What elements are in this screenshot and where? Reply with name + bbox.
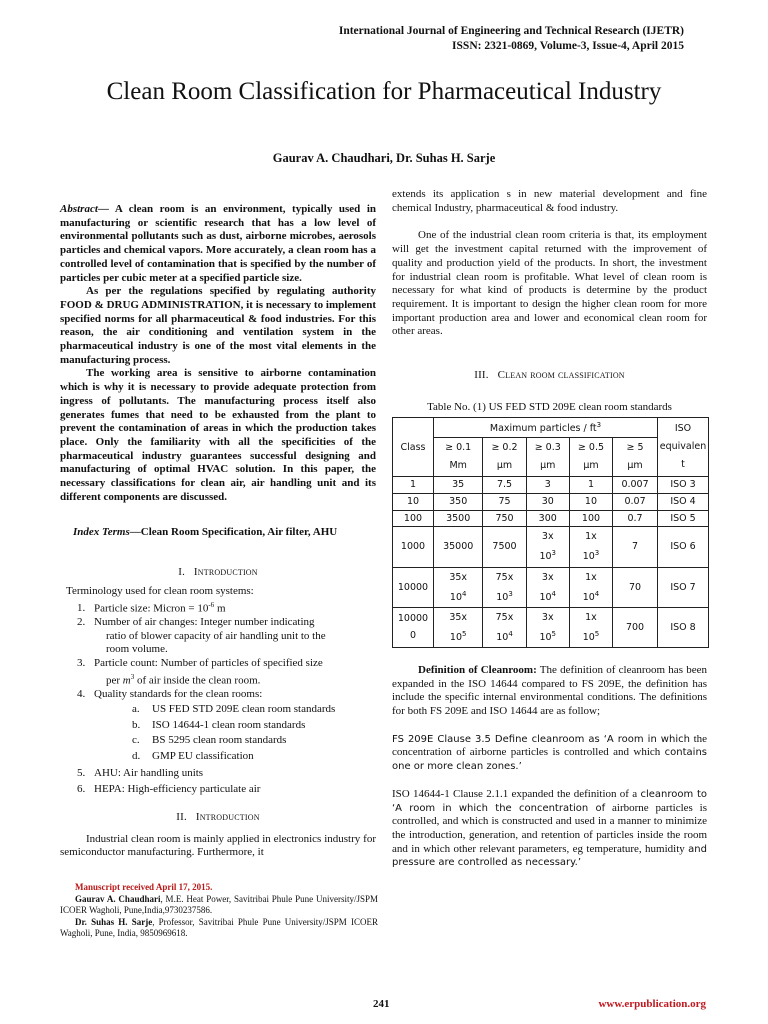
size-cell: ≥ 0.3 μm — [526, 438, 569, 477]
abstract-p2: As per the regulations specified by regulating authority FOOD & DRUG ADMINISTRATION, it is necessary to implement specified norms for all pharmaceutical & food industries. For this reason, the air conditioning and ventilation system in the pharmaceutical industry is one of the most vital elements in the manufacturing process. — [60, 285, 376, 366]
size-cell: ≥ 0.2 μm — [483, 438, 526, 477]
iso14644-definition: ISO 14644-1 Clause 2.1.1 expanded the definition of a cleanroom to ‘A room in which the concentration of airborne particles is controlled, and which is constructed and used in a manner to minimize the introduction, generation, and retention of particles inside the room and in which other relevant parameters, eg temperature, humidity and pressure are controlled as necessary.’ — [392, 787, 708, 869]
size-cell: ≥ 0.1 Mm — [434, 438, 483, 477]
table-row: 10000 0 35x $10^5$ 75x $10^4$ 3x $10^5$ 1x $10^5$ 700 ISO 8 — [393, 607, 709, 647]
sub-item: c. BS 5295 clean room standards — [132, 734, 287, 747]
right-p1: extends its application s in new material development and fine chemical Industry, pharmaceutical & food industry. — [392, 188, 707, 214]
definition-paragraph: Definition of Cleanroom: The definition of cleanroom has been expanded in the ISO 14644 compared to FS 209E, the definition has include the specific internal environmental conditions. The definitions for both FS 209E and ISO 14644 are as follow; — [392, 663, 707, 717]
fs209e-definition: FS 209E Clause 3.5 Define cleanroom as ‘A room in which the concentration of airborne particles is controlled and which contains one or more clean zones.’ — [392, 732, 708, 773]
left-column — [60, 203, 376, 860]
paper-title: Clean Room Classification for Pharmaceutical Industry — [106, 78, 662, 105]
footnote-author-1: Gaurav A. Chaudhari, M.E. Heat Power, Savitribai Phule Pune University/JSPM ICOER Wagholi, Pune,India,9730237586. — [60, 893, 378, 915]
clean-room-table — [392, 417, 709, 647]
table-row: 1 35 7.5 3 1 0.007 ISO 3 — [393, 477, 709, 494]
journal-name: International Journal of Engineering and Technical Research (IJETR) — [338, 25, 684, 37]
journal-issn: ISSN: 2321-0869, Volume-3, Issue-4, April 2015 — [452, 40, 684, 52]
journal-website[interactable]: www.erpublication.org — [598, 998, 706, 1010]
list-item: 5. AHU: Air handling units — [77, 766, 204, 779]
section-2-text: Industrial clean room is mainly applied in electronics industry for semiconductor manufacturing. Furthermore, it — [60, 832, 376, 859]
section-2-heading: II. Introduction — [176, 811, 260, 824]
table-row: 10000 35x $10^4$ 75x $10^3$ 3x $10^4$ 1x $10^4$ 70 ISO 7 — [393, 567, 709, 607]
sub-item: d. GMP EU classification — [132, 749, 254, 762]
right-p2: One of the industrial clean room criteria is that, its employment will get the investment capital returned with the improvement of quality and production yield of the products. In short, the investment for industrial clean room is profitable. What level of clean room is necessary for what kind of products is determine by the product requirement. It is important to design the higher clean room for more important production area and lower and economical clean room for other areas. — [392, 229, 707, 338]
table-row: 1000 35000 7500 3x $10^3$ 1x $10^3$ 7 ISO 6 — [393, 527, 709, 567]
header-class: Class — [393, 418, 434, 477]
footnote — [60, 882, 378, 940]
journal-header — [339, 24, 684, 54]
sub-item: b. ISO 14644-1 clean room standards — [132, 718, 306, 731]
right-column — [392, 188, 707, 870]
sub-item: a. US FED STD 209E clean room standards — [132, 702, 336, 715]
abstract-label: Abstract — [60, 203, 98, 215]
abstract-p1: Abstract— A clean room is an environment, typically used in manufacturing or scientific research that has a low level of environmental pollutants such as dust, airborne microbes, aerosols particles and chemical vapors. More accurately, a clean room has a controlled level of contamination that is specified by the number of particles per cubic meter at a specified particle size. — [60, 203, 376, 284]
manuscript-received: Manuscript received April 17, 2015. — [75, 882, 213, 892]
terminology-list — [60, 585, 376, 797]
section-1-heading: I. Introduction — [178, 566, 258, 579]
header-max-particles: Maximum particles / $ft^3$ — [434, 418, 658, 438]
size-cell: ≥ 0.5 μm — [569, 438, 612, 477]
list-item: 1. Particle size: Micron = $10^{-6}$ m — [77, 600, 226, 615]
table-row — [393, 418, 709, 438]
terminology-lead: Terminology used for clean room systems: — [66, 584, 254, 597]
list-item-cont: per $m^3$ of air inside the clean room. — [106, 672, 261, 687]
list-item: 4. Quality standards for the clean rooms: — [77, 688, 263, 701]
table-row: 10 350 75 30 10 0.07 ISO 4 — [393, 494, 709, 511]
list-item: 2. Number of air changes: Integer number indicating — [77, 615, 315, 628]
abstract-p3: The working area is sensitive to airborne contamination which is why it is necessary to provide adequate protection from ingress of pollutants. The manufacturing process itself also generates fumes that need to be exhausted from the plant to prevent the contamination of areas in which the production takes place. Only the familiarity with all the specificities of the pharmaceutical industry guarantees successful designing and manufacturing of optimal HVAC solution. In this paper, the necessary classifications for clean air, air handling unit and its different components are discussed. — [60, 367, 376, 503]
table-caption: Table No. (1) US FED STD 209E clean room standards — [427, 400, 672, 413]
list-item: 3. Particle count: Number of particles of specified size — [77, 657, 323, 670]
list-item-cont: ratio of blower capacity of air handling unit to the room volume. — [106, 629, 326, 656]
header-iso: ISO equivalen t — [658, 418, 709, 477]
table-row: 100 3500 750 300 100 0.7 ISO 5 — [393, 510, 709, 527]
footnote-author-2: Dr. Suhas H. Sarje, Professor, Savitribai Phule Pune University/JSPM ICOER Wagholi, Pune, India, 9850969618. — [60, 916, 378, 938]
page-number: 241 — [373, 998, 390, 1010]
section-3-heading: III. Clean room classification — [474, 369, 625, 382]
size-cell: ≥ 5 μm — [613, 438, 658, 477]
authors: Gaurav A. Chaudhari, Dr. Suhas H. Sarje — [272, 151, 496, 165]
index-terms: Index Terms—Clean Room Specification, Air filter, AHU — [73, 526, 338, 539]
list-item: 6. HEPA: High-efficiency particulate air — [77, 783, 261, 796]
